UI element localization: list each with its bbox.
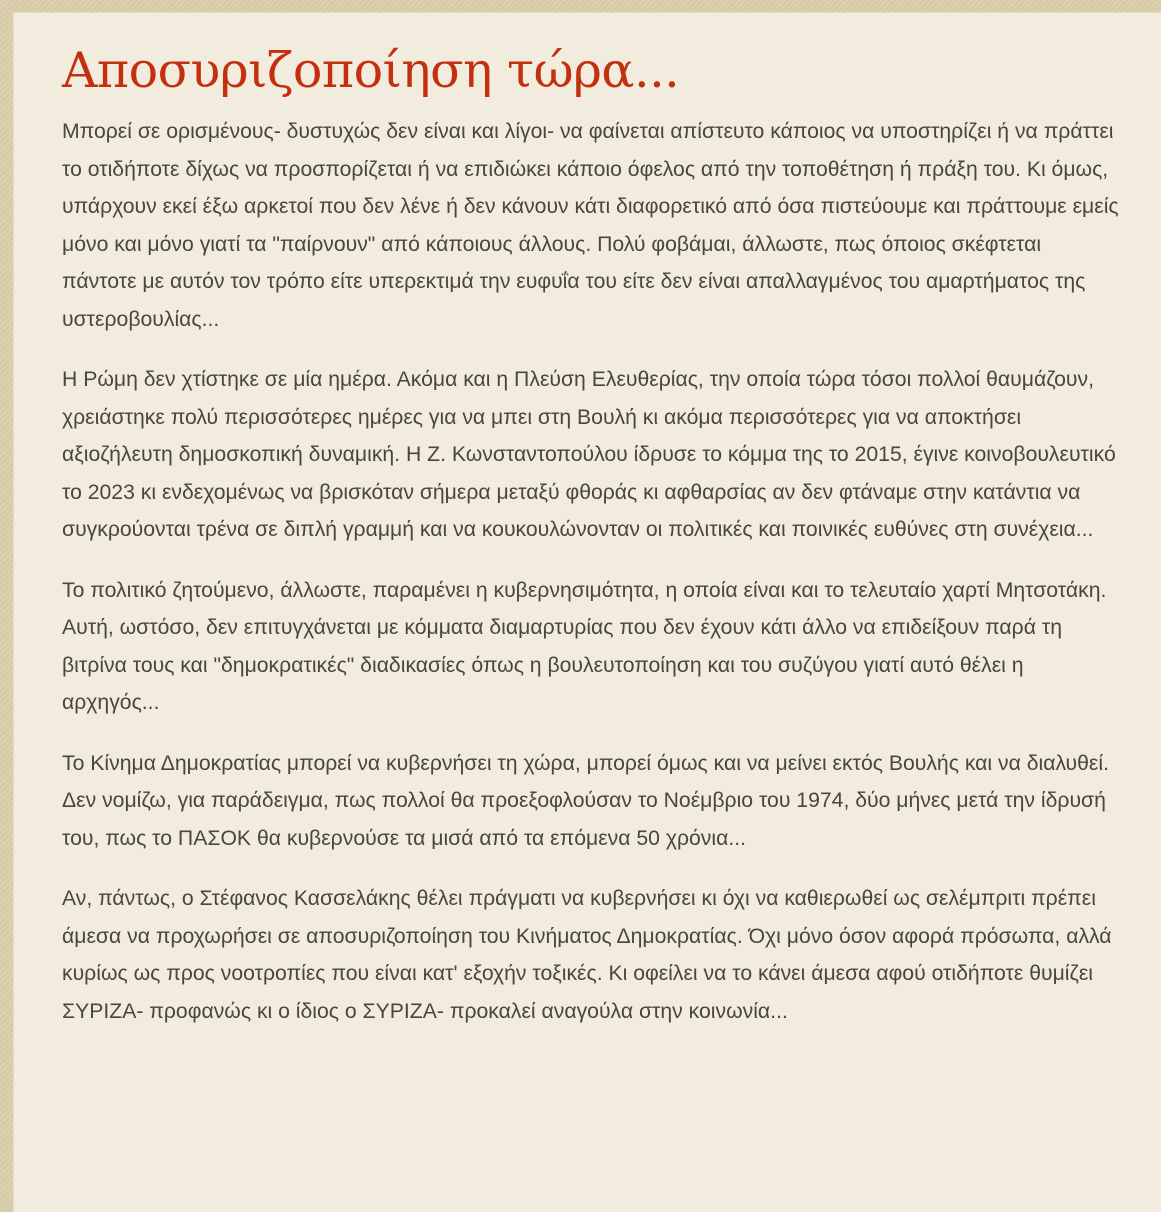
post-paragraph-2: Η Ρώμη δεν χτίστηκε σε μία ημέρα. Ακόμα και η Πλεύση Ελευθερίας, την οποία τώρα τόσοι πολλοί θαυμάζουν, χρειάστηκε πολύ περισσότερες ημέρες για να μπει στη Βουλή κι ακόμα περισσότερες για να αποκτήσει αξιοζήλευτη δημοσκοπική δυναμική. Η Ζ. Κωνσταντοπούλου ίδρυσε το κόμμα της το 2015, έγινε κοινοβουλευτικό το 2023 κι ενδεχομένως να βρισκόταν σήμερα μεταξύ φθοράς κι αφθαρσίας αν δεν φτάναμε στην κατάντια να συγκρούονται τρένα σε διπλή γραμμή και να κουκουλώνονταν οι πολιτικές και ποινικές ευθύνες στη συνέχεια... [62, 368, 1116, 541]
post-title: Αποσυριζοποίηση τώρα... [62, 42, 680, 99]
post-paragraph-3: Το πολιτικό ζητούμενο, άλλωστε, παραμένει η κυβερνησιμότητα, η οποία είναι και το τελευταίο χαρτί Μητσοτάκη. Αυτή, ωστόσο, δεν επιτυγχάνεται με κόμματα διαμαρτυρίας που δεν έχουν κάτι άλλο να επιδείξουν παρά τη βιτρίνα τους και "δημοκρατικές" διαδικασίες όπως η βουλευτοποίηση και του συζύγου γιατί αυτό θέλει η αρχηγός... [62, 578, 1107, 714]
post-paragraph-4: Το Κίνημα Δημοκρατίας μπορεί να κυβερνήσει τη χώρα, μπορεί όμως και να μείνει εκτός Βουλής και να διαλυθεί. Δεν νομίζω, για παράδειγμα, πως πολλοί θα προεξοφλούσαν το Νοέμβριο του 1974, δύο μήνες μετά την ίδρυσή του, πως το ΠΑΣΟΚ θα κυβερνούσε τα μισά από τα επόμενα 50 χρόνια... [62, 751, 1109, 850]
blog-post [13, 12, 1161, 1212]
post-body [62, 113, 1121, 1030]
post-paragraph-1: Μπορεί σε ορισμένους- δυστυχώς δεν είναι και λίγοι- να φαίνεται απίστευτο κάποιος να υποστηρίζει ή να πράττει το οτιδήποτε δίχως να προσπορίζεται ή να επιδιώκει κάποιο όφελος από την τοποθέτηση ή πράξη του. Κι όμως, υπάρχουν εκεί έξω αρκετοί που δεν λένε ή δεν κάνουν κάτι διαφορετικό από όσα πιστεύουμε και πράττουμε εμείς μόνο και μόνο γιατί τα "παίρνουν" από κάποιους άλλους. Πολύ φοβάμαι, άλλωστε, πως όποιος σκέφτεται πάντοτε με αυτόν τον τρόπο είτε υπερεκτιμά την ευφυΐα του είτε δεν είναι απαλλαγμένος του αμαρτήματος της υστεροβουλίας... [62, 120, 1119, 331]
post-paragraph-5: Αν, πάντως, ο Στέφανος Κασσελάκης θέλει πράγματι να κυβερνήσει κι όχι να καθιερωθεί ως σελέμπριτι πρέπει άμεσα να προχωρήσει σε αποσυριζοποίηση του Κινήματος Δημοκρατίας. Όχι μόνο όσον αφορά πρόσωπα, αλλά κυρίως ως προς νοοτροπίες που είναι κατ' εξοχήν τοξικές. Κι οφείλει να το κάνει άμεσα αφού οτιδήποτε θυμίζει ΣΥΡΙΖΑ- προφανώς κι ο ίδιος ο ΣΥΡΙΖΑ- προκαλεί αναγούλα στην κοινωνία... [62, 887, 1112, 1023]
